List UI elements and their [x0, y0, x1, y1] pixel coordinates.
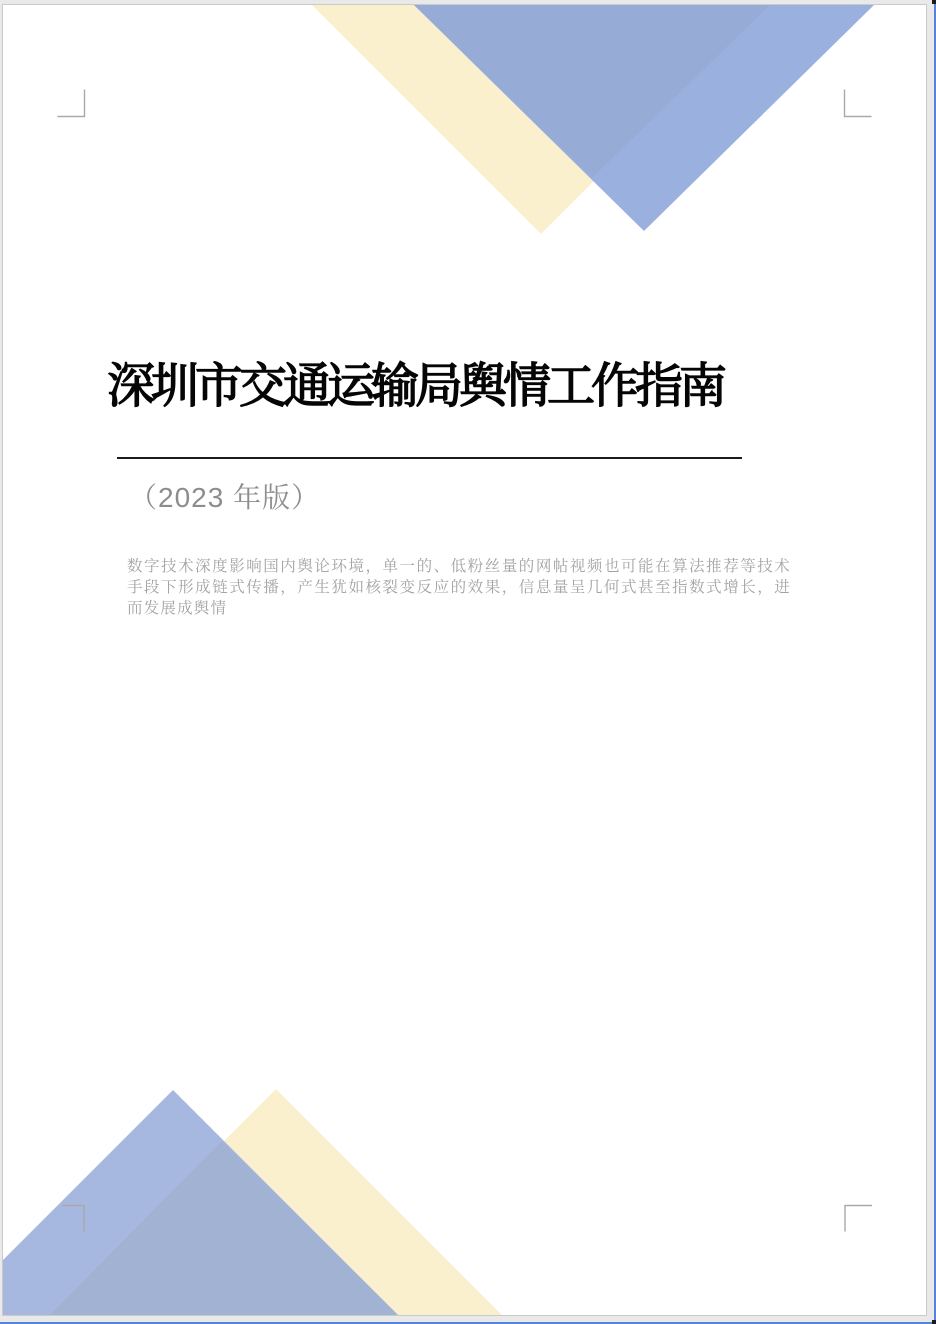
edition-subtitle: （2023 年版） — [129, 482, 321, 513]
title-divider — [117, 457, 742, 459]
corner-mark-top-right — [845, 90, 872, 117]
selection-handle-top-right — [932, 0, 936, 4]
bottom-left-decoration — [3, 1089, 511, 1315]
top-right-decoration — [312, 5, 874, 234]
corner-mark-bottom-right — [845, 1206, 872, 1232]
corner-mark-top-left — [58, 90, 85, 117]
decorative-shapes — [3, 5, 926, 1315]
selection-handle-bottom-right — [932, 1320, 936, 1324]
document-title: 深圳市交通运输局舆情工作指南 — [107, 360, 724, 413]
document-page — [2, 4, 927, 1316]
margin-corner-marks — [58, 90, 873, 1232]
body-paragraph: 数字技术深度影响国内舆论环境，单一的、低粉丝量的网帖视频也可能在算法推荐等技术手段下形成链式传播，产生犹如核裂变反应的效果，信息量呈几何式甚至指数式增长，进而发展成舆情 — [127, 558, 791, 617]
